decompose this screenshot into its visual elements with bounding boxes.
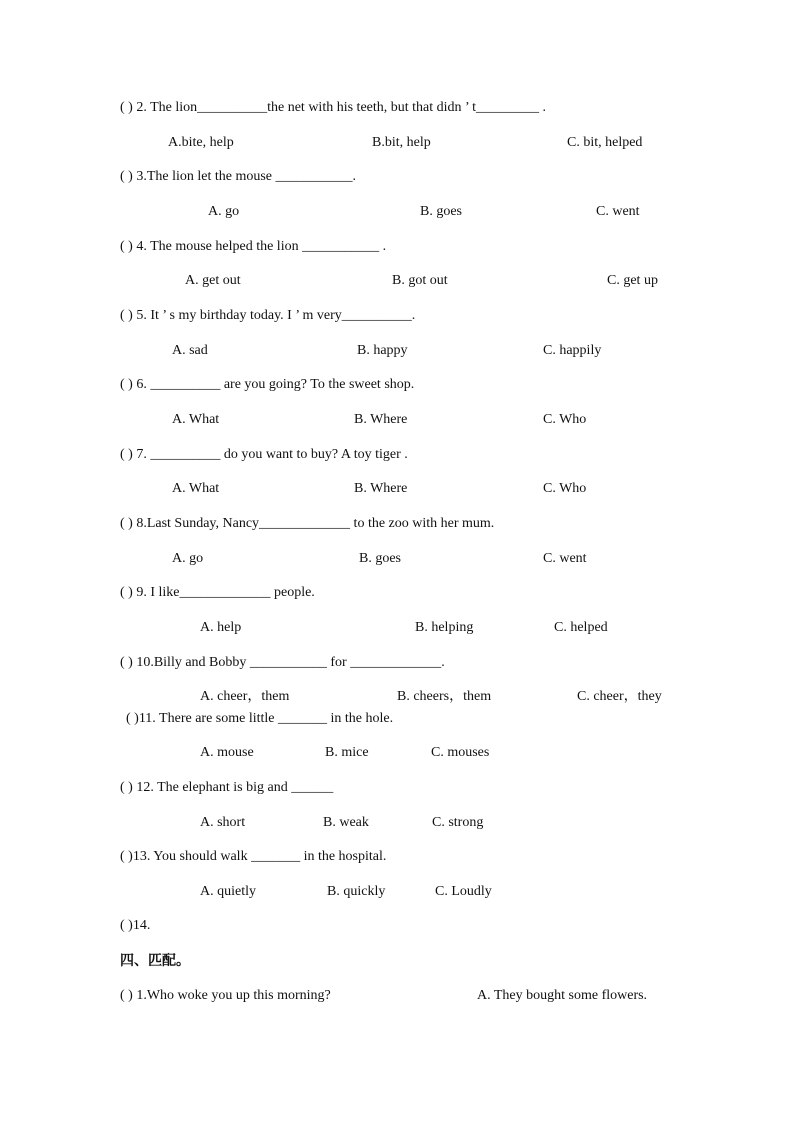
match-question: ( ) 1.Who woke you up this morning? — [120, 988, 331, 1003]
option-b: B. goes — [359, 551, 401, 566]
option-a: A. mouse — [200, 745, 254, 760]
option-c: C. get up — [607, 273, 658, 288]
question-stem: ( ) 12. The elephant is big and ______ — [120, 780, 334, 795]
option-b: B. happy — [357, 343, 408, 358]
section-title: 四、匹配。 — [120, 953, 190, 969]
option-a: A. cheer，them — [200, 689, 290, 704]
question-stem: ( )14. — [120, 918, 151, 933]
option-b: B. quickly — [327, 884, 386, 899]
option-c: C. mouses — [431, 745, 490, 760]
option-b: B. cheers，them — [397, 689, 492, 704]
question-stem: ( ) 6. __________ are you going? To the sweet shop. — [120, 377, 415, 392]
question-stem: ( ) 3.The lion let the mouse ___________. — [120, 169, 357, 184]
option-c: C. Loudly — [435, 884, 492, 899]
option-b: B. Where — [354, 481, 408, 496]
question-stem: ( ) 9. I like_____________ people. — [120, 585, 315, 600]
option-a: A. get out — [185, 273, 241, 288]
option-a: A. sad — [172, 343, 208, 358]
option-b: B. mice — [325, 745, 369, 760]
option-b: B. helping — [415, 620, 474, 635]
option-c: C. helped — [554, 620, 608, 635]
option-a: A. go — [172, 551, 204, 566]
option-c: C. Who — [543, 481, 587, 496]
option-c: C. strong — [432, 815, 484, 830]
question-stem: ( ) 5. It ’ s my birthday today. I ’ m very__________. — [120, 308, 416, 323]
question-stem: ( ) 2. The lion__________the net with his teeth, but that didn ’ t_________ . — [120, 100, 547, 115]
option-a: A. short — [200, 815, 246, 830]
option-b: B. goes — [420, 204, 462, 219]
question-stem: ( ) 7. __________ do you want to buy? A toy tiger . — [120, 447, 408, 462]
option-c: C. went — [543, 551, 587, 566]
option-a: A. help — [200, 620, 242, 635]
option-c: C. Who — [543, 412, 587, 427]
question-stem: ( ) 8.Last Sunday, Nancy_____________ to the zoo with her mum. — [120, 516, 495, 531]
option-c: C. bit, helped — [567, 135, 643, 150]
option-c: C. cheer，they — [577, 689, 662, 704]
option-a: A. quietly — [200, 884, 256, 899]
question-stem: ( ) 10.Billy and Bobby ___________ for _____________. — [120, 655, 445, 670]
question-stem: ( )11. There are some little _______ in the hole. — [126, 711, 394, 726]
question-stem: ( )13. You should walk _______ in the hospital. — [120, 849, 387, 864]
option-b: B. weak — [323, 815, 369, 830]
option-a: A. go — [208, 204, 240, 219]
option-b: B. got out — [392, 273, 448, 288]
option-c: C. happily — [543, 343, 602, 358]
match-answer: A. They bought some flowers. — [477, 988, 648, 1003]
option-b: B. Where — [354, 412, 408, 427]
option-a: A. What — [172, 412, 220, 427]
option-c: C. went — [596, 204, 640, 219]
option-a: A. What — [172, 481, 220, 496]
option-a: A.bite, help — [168, 135, 234, 150]
option-b: B.bit, help — [372, 135, 431, 150]
question-stem: ( ) 4. The mouse helped the lion ___________ . — [120, 239, 387, 254]
